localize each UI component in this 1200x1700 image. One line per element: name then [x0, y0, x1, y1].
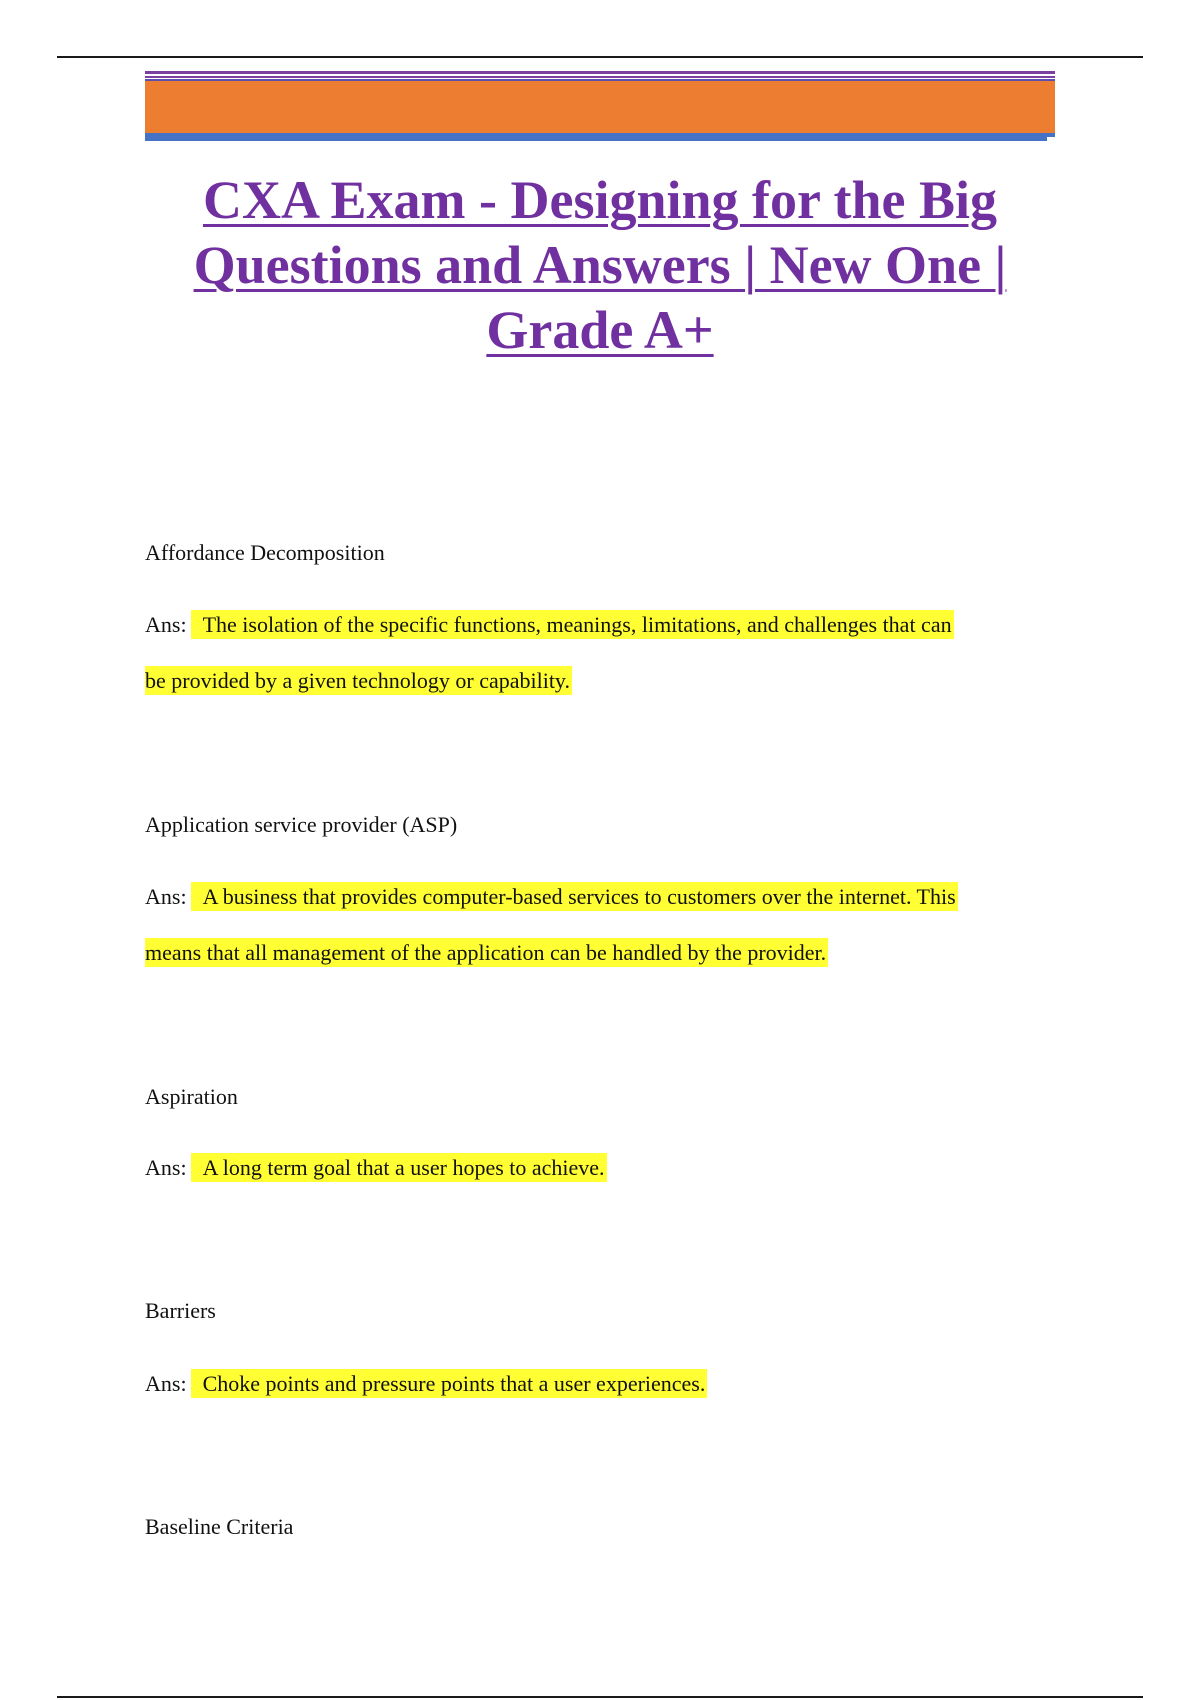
answer-highlight-line: The isolation of the specific functions, meanings, limitations, and challenges that can	[191, 610, 954, 639]
term-baseline-criteria: Baseline Criteria	[145, 1514, 294, 1539]
term-aspiration: Aspiration	[145, 1084, 238, 1109]
answer-prefix: Ans:	[145, 1155, 187, 1180]
banner-purple-line	[145, 71, 1055, 74]
banner-blue-band	[145, 133, 1047, 141]
term-barriers: Barriers	[145, 1298, 216, 1323]
answer-prefix: Ans:	[145, 884, 187, 909]
answer-highlight-line: A business that provides computer-based services to customers over the internet. This	[191, 882, 958, 911]
answer-highlight-line: A long term goal that a user hopes to achieve.	[191, 1153, 607, 1182]
answer-highlight-line: be provided by a given technology or capability.	[145, 668, 571, 693]
answer-affordance-decomposition	[145, 597, 1045, 709]
answer-application-service-provider	[145, 869, 1045, 981]
term-application-service-provider: Application service provider (ASP)	[145, 812, 458, 837]
banner-orange-band	[145, 81, 1055, 133]
bottom-rule	[57, 1696, 1143, 1698]
top-rule	[57, 56, 1143, 58]
banner-blue-edge	[1047, 133, 1055, 137]
answer-highlight-line: Choke points and pressure points that a user experiences.	[191, 1369, 708, 1398]
document-title: CXA Exam - Designing for the Big Questions and Answers | New One | Grade A+	[193, 170, 1007, 360]
answer-prefix: Ans:	[145, 1371, 187, 1396]
term-affordance-decomposition: Affordance Decomposition	[145, 540, 385, 565]
banner-purple-line-2	[145, 76, 1055, 78]
answer-prefix: Ans:	[145, 612, 187, 637]
answer-barriers	[145, 1356, 1045, 1412]
answer-highlight-line: means that all management of the application can be handled by the provider.	[145, 940, 827, 965]
answer-aspiration	[145, 1140, 1045, 1196]
header-banner	[145, 71, 1055, 145]
